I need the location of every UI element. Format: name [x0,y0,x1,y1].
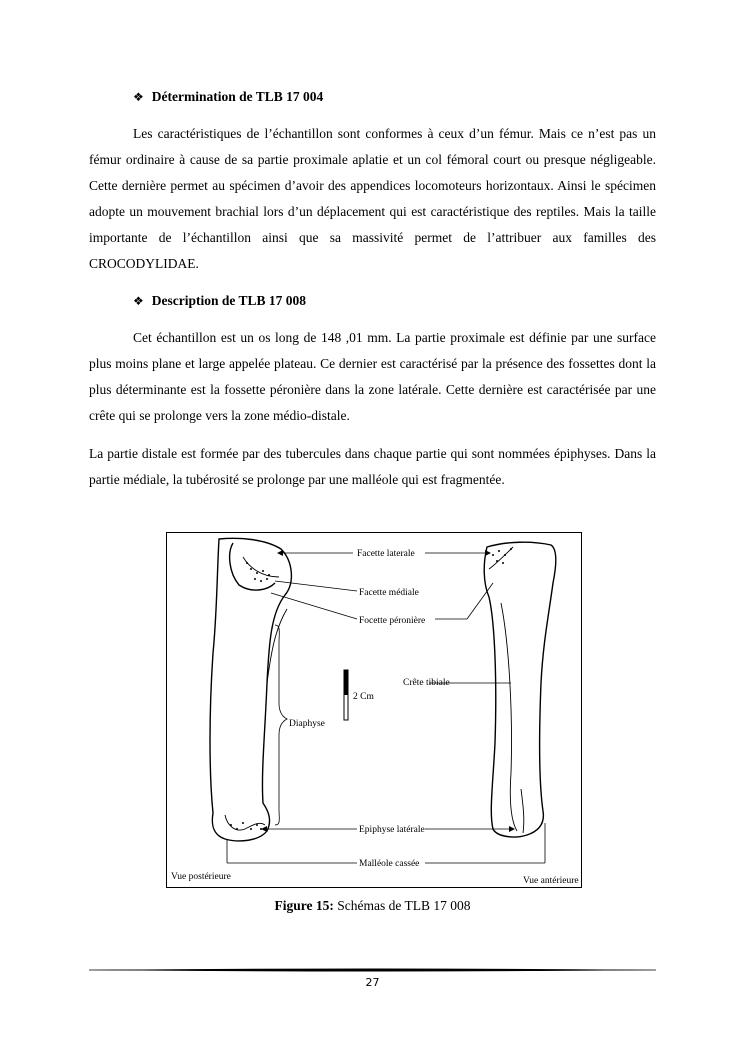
label-facette-mediale: Facette médiale [359,588,419,598]
page-number: 27 [365,976,380,989]
scale-bar-dark-half [344,670,348,695]
diamond-bullet-icon: ❖ [133,90,144,104]
label-facette-laterale: Facette laterale [357,549,415,559]
caption-text: Schémas de TLB 17 008 [333,898,471,913]
section-heading-determination [133,89,323,105]
section-title: Détermination de TLB 17 004 [151,89,324,104]
bone-drawing [167,533,583,889]
label-focette-peroniere: Focette péronière [359,616,426,626]
figure-caption [0,898,745,914]
label-epiphyse-laterale: Epiphyse latérale [359,825,425,835]
caption-label: Figure 15: [274,898,334,913]
paragraph-femur-description: Les caractéristiques de l’échantillon sont conformes à ceux d’un fémur. Mais ce n’est pas un fémur ordinaire à cause de sa partie proximale aplatie et un col fémoral court ou presque négligeable. Cette dernière permet au spécimen d’avoir des appendices locomoteurs horizontaux. Ainsi le spécimen adopte un mouvement brachial lors d’un déplacement qui est caractéristique des reptiles. Mais la taille importante de l’échantillon ainsi que sa massivité permet de l’attribuer aux familles des CROCODYLIDAE. [89,126,656,271]
arrow-head [277,550,283,556]
footer-divider [89,966,656,974]
section-heading-description [133,293,306,309]
posterior-stipple-dots [230,562,270,830]
leader-lines [227,553,545,863]
section-title: Description de TLB 17 008 [151,293,307,308]
label-diaphyse: Diaphyse [289,719,325,729]
label-scale: 2 Cm [353,692,374,702]
label-vue-posterieure: Vue postérieure [171,872,231,882]
diamond-bullet-icon: ❖ [133,294,144,308]
arrow-head [261,826,267,832]
arrow-head [485,550,491,556]
diaphyse-brace [275,625,287,825]
paragraph-proximal-description: Cet échantillon est un os long de 148 ,01 mm. La partie proximale est définie par une surface plus moins plane et large appelée plateau. Ce dernier est caractérisé par la présence des fossettes dont la plus déterminante est la fossette péronière dans la zone latérale. Cette dernière est caractérisée par une crête qui se prolonge vers la zone médio-distale. [89,330,656,423]
label-vue-anterieure: Vue antérieure [523,876,579,886]
arrow-head [509,826,515,832]
bone-schematic-figure [166,532,582,888]
label-crete-tibiale: Crête tibiale [403,678,450,688]
anterior-bone-outline [484,542,556,837]
label-malleole-cassee: Malléole cassée [359,859,420,869]
paragraph-distal-description: La partie distale est formée par des tubercules dans chaque partie qui sont nommées épiphyses. Dans la partie médiale, la tubérosité se prolonge par une malléole qui est fragmentée. [89,446,656,487]
